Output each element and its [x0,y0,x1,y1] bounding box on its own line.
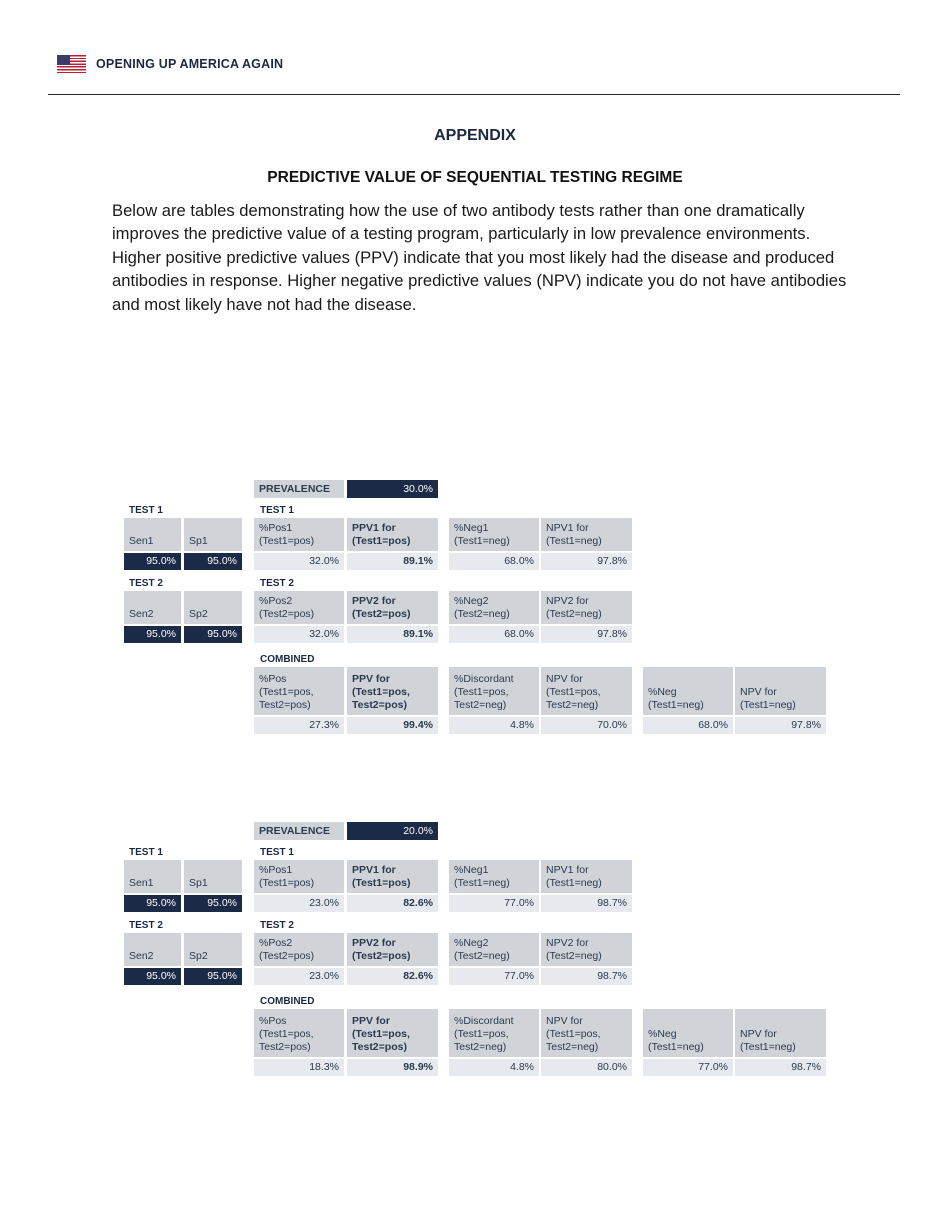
npv2-label: NPV2 for (Test2=neg) [541,933,632,966]
npvn_c-value: 97.8% [735,717,826,734]
sen2-label: Sen2 [124,591,181,624]
disc_c-value: 4.8% [449,1059,539,1076]
npv1-value: 97.8% [541,553,632,570]
neg_c-value: 68.0% [643,717,733,734]
disc_c-label: %Discordant (Test1=pos, Test2=neg) [449,667,539,715]
ppv1-value: 82.6% [347,895,438,912]
sp1-label: Sp1 [184,518,242,551]
npv2-value: 98.7% [541,968,632,985]
sen2-value: 95.0% [124,968,181,985]
sp2-label: Sp2 [184,933,242,966]
us-flag-icon [57,55,86,73]
neg_c-label: %Neg (Test1=neg) [643,667,733,715]
ppv2-value: 89.1% [347,626,438,643]
npvn_c-label: NPV for (Test1=neg) [735,667,826,715]
npvn_c-label: NPV for (Test1=neg) [735,1009,826,1057]
pos1-label: %Pos1 (Test1=pos) [254,518,344,551]
ppv2-label: PPV2 for (Test2=pos) [347,591,438,624]
pos1-value: 23.0% [254,895,344,912]
sp2-label: Sp2 [184,591,242,624]
neg2-label: %Neg2 (Test2=neg) [449,591,539,624]
npvd_c-label: NPV for (Test1=pos, Test2=neg) [541,1009,632,1057]
combined-header: COMBINED [260,654,315,665]
sen2-value: 95.0% [124,626,181,643]
neg1-value: 68.0% [449,553,539,570]
pos_c-value: 27.3% [254,717,344,734]
test2-header: TEST 2 [260,578,294,589]
sen1-label: Sen1 [124,860,181,893]
test2-left-header: TEST 2 [129,920,163,931]
intro-paragraph: Below are tables demonstrating how the use of two antibody tests rather than one dramatically improves the predictive value of a testing program, particularly in low prevalence environments. Higher positive predictive values (PPV) indicate that you most likely had the disease and produced antibodies in response. Higher negative predictive values (NPV) indicate you do not have antibodies and most likely have not had the disease. [112,201,847,314]
neg2-label: %Neg2 (Test2=neg) [449,933,539,966]
sp2-value: 95.0% [184,968,242,985]
neg_c-label: %Neg (Test1=neg) [643,1009,733,1057]
pos1-value: 32.0% [254,553,344,570]
npv2-value: 97.8% [541,626,632,643]
neg2-value: 77.0% [449,968,539,985]
test2-left-header: TEST 2 [129,578,163,589]
section-title: PREDICTIVE VALUE OF SEQUENTIAL TESTING REGIME [267,169,683,186]
prevalence-label: PREVALENCE [254,480,344,498]
ppv1-label: PPV1 for (Test1=pos) [347,518,438,551]
prevalence-label: PREVALENCE [254,822,344,840]
header-brand [57,55,283,73]
npvn_c-value: 98.7% [735,1059,826,1076]
neg1-value: 77.0% [449,895,539,912]
pos1-label: %Pos1 (Test1=pos) [254,860,344,893]
ppv1-label: PPV1 for (Test1=pos) [347,860,438,893]
test1-left-header: TEST 1 [129,505,163,516]
sp2-value: 95.0% [184,626,242,643]
neg_c-value: 77.0% [643,1059,733,1076]
pos2-value: 23.0% [254,968,344,985]
npv1-label: NPV1 for (Test1=neg) [541,518,632,551]
pos2-value: 32.0% [254,626,344,643]
brand-title: OPENING UP AMERICA AGAIN [96,57,284,71]
prevalence-value: 20.0% [347,822,438,840]
disc_c-label: %Discordant (Test1=pos, Test2=neg) [449,1009,539,1057]
disc_c-value: 4.8% [449,717,539,734]
ppv2-value: 82.6% [347,968,438,985]
test2-header: TEST 2 [260,920,294,931]
npv1-value: 98.7% [541,895,632,912]
pos_c-label: %Pos (Test1=pos, Test2=pos) [254,667,344,715]
combined-header: COMBINED [260,996,315,1007]
ppv_c-value: 99.4% [347,717,438,734]
npv2-label: NPV2 for (Test2=neg) [541,591,632,624]
pos_c-value: 18.3% [254,1059,344,1076]
pos2-label: %Pos2 (Test2=pos) [254,933,344,966]
test1-left-header: TEST 1 [129,847,163,858]
npvd_c-value: 70.0% [541,717,632,734]
sen1-value: 95.0% [124,553,181,570]
npvd_c-value: 80.0% [541,1059,632,1076]
neg2-value: 68.0% [449,626,539,643]
ppv_c-label: PPV for (Test1=pos, Test2=pos) [347,1009,438,1057]
test1-header: TEST 1 [260,847,294,858]
ppv1-value: 89.1% [347,553,438,570]
appendix-title: APPENDIX [434,127,516,144]
npvd_c-label: NPV for (Test1=pos, Test2=neg) [541,667,632,715]
test1-header: TEST 1 [260,505,294,516]
ppv2-label: PPV2 for (Test2=pos) [347,933,438,966]
ppv_c-label: PPV for (Test1=pos, Test2=pos) [347,667,438,715]
sen1-value: 95.0% [124,895,181,912]
neg1-label: %Neg1 (Test1=neg) [449,860,539,893]
pos_c-label: %Pos (Test1=pos, Test2=pos) [254,1009,344,1057]
neg1-label: %Neg1 (Test1=neg) [449,518,539,551]
header-divider [48,94,900,95]
sp1-label: Sp1 [184,860,242,893]
sp1-value: 95.0% [184,553,242,570]
sp1-value: 95.0% [184,895,242,912]
npv1-label: NPV1 for (Test1=neg) [541,860,632,893]
pos2-label: %Pos2 (Test2=pos) [254,591,344,624]
sen1-label: Sen1 [124,518,181,551]
prevalence-value: 30.0% [347,480,438,498]
ppv_c-value: 98.9% [347,1059,438,1076]
sen2-label: Sen2 [124,933,181,966]
